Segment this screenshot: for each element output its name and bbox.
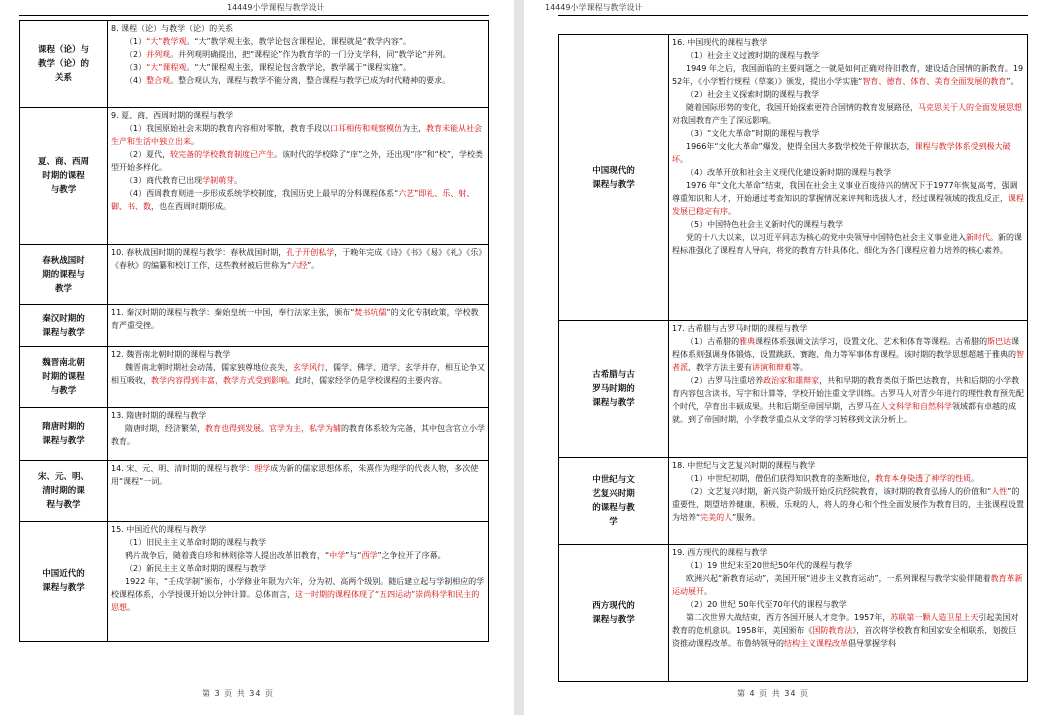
highlighted-text: “大”课程观 — [146, 63, 187, 72]
text-segment: 。 — [971, 474, 980, 484]
row-content — [108, 407, 489, 461]
content-line — [111, 174, 485, 187]
topic-label-line: 教学 — [54, 283, 72, 294]
content-line — [672, 179, 1024, 218]
text-segment: 对我国教育产生了深远影响。 — [672, 116, 776, 125]
topic-label-line: 西方现代的 — [592, 601, 635, 612]
table-row — [559, 545, 1028, 682]
text-segment: 。“大”课程观主张，课程论包含教学论，教学属于“课程实施”。 — [186, 63, 411, 72]
highlighted-text: 教育本身染透了神学的性质 — [875, 474, 972, 484]
text-segment: 欧洲兴起“新教育运动”，美国开展“进步主义教育运动”，一系列课程与教学实验伴随着 — [686, 574, 991, 584]
row-content — [669, 321, 1028, 458]
topic-label-line: 教学（论）的 — [37, 59, 89, 70]
topic-label-line: 艺复兴时期 — [592, 489, 635, 500]
topic-label-line: 魏晋南北朝 — [42, 358, 85, 369]
content-line — [672, 598, 1024, 611]
text-segment: （3）商代教育已出现 — [125, 176, 203, 186]
text-segment: 。 — [191, 137, 199, 147]
content-line — [111, 549, 485, 562]
content-line — [111, 22, 485, 35]
topic-label-line: 时期的课程 — [42, 171, 85, 182]
highlighted-text: 整合观 — [146, 76, 171, 85]
row-topic-label — [559, 321, 669, 458]
topic-label-line: 课程与教学 — [592, 179, 635, 190]
content-line — [672, 88, 1024, 101]
row-topic-label — [20, 347, 108, 407]
table-row — [20, 347, 489, 407]
table-row — [20, 108, 489, 245]
topic-label-line: 宋、元、明、 — [37, 472, 89, 482]
content-line — [111, 35, 485, 48]
topic-label-line: 课程与教学 — [42, 583, 85, 594]
topic-label-line: 课程与教学 — [592, 398, 635, 409]
page-footer: 第 4 页 共 34 页 — [737, 689, 809, 698]
highlighted-text: 人文科学和自然科学 — [880, 402, 952, 412]
text-segment: 11. 秦汉时期的课程与教学：秦始皇统一中国，奉行法家主张，颁布“ — [111, 308, 355, 318]
content-line — [672, 140, 1024, 166]
table-row — [20, 21, 489, 108]
content-line — [111, 523, 485, 536]
highlighted-text: 六艺 — [398, 189, 415, 199]
text-segment: 8. 课程（论）与教学（论）的关系 — [111, 24, 234, 33]
text-segment: ”与“ — [345, 550, 362, 560]
row-topic-label — [20, 521, 108, 641]
topic-label-line: 课程与教学 — [592, 615, 635, 626]
highlighted-text: 苏联第一颗人造卫星上天 — [890, 613, 979, 623]
highlighted-text: 智者派 — [672, 350, 1024, 373]
topic-label-line: 时期的课程 — [42, 372, 85, 383]
text-segment: ”。 — [307, 261, 320, 271]
text-segment: 10. 春秋战国时期的课程与教学：春秋战国时期， — [111, 248, 287, 258]
text-segment: 。 — [127, 602, 135, 612]
text-segment: （1）中世纪初期，僧侣们获得知识教育的垄断地位， — [686, 474, 876, 484]
text-segment: （1）19 世纪末至20世纪50年代的课程与教学 — [686, 561, 853, 571]
text-segment: 15. 中国近代的课程与教学 — [111, 524, 207, 534]
text-segment: 14. 宋、元、明、清时期的课程与教学： — [111, 464, 255, 474]
text-segment: 。 — [728, 207, 736, 216]
highlighted-text: 官学为主，私学为辅 — [269, 423, 341, 433]
content-line — [111, 462, 485, 488]
text-segment: （3）“文化大革命”时期的课程与教学 — [686, 129, 820, 138]
text-segment: 。“大”教学观主张，教学论包含课程论，课程就是“教学内容”。 — [186, 37, 411, 46]
text-segment: 。 — [704, 587, 712, 597]
topic-label-line: 学 — [609, 517, 618, 528]
content-line — [111, 409, 485, 422]
table-row — [20, 245, 489, 305]
text-segment: （2）社会主义探索时期的课程与教学 — [686, 90, 820, 99]
topic-label-line: 关系 — [54, 73, 72, 84]
row-topic-label — [559, 35, 669, 321]
text-segment: 为主， — [402, 124, 427, 134]
highlighted-text: 教育也得到发展 — [205, 423, 261, 433]
content-line — [672, 374, 1024, 426]
topic-label-line: 中世纪与文 — [592, 475, 635, 486]
highlighted-text: “大”教学观 — [146, 37, 187, 46]
text-segment: 随着国际形势的变化，我国开始探索更符合国情的教育发展路径， — [686, 103, 918, 112]
highlighted-text: 结构主义课程改革 — [784, 639, 848, 649]
content-line — [672, 166, 1024, 179]
page-header: 14449小学课程与教学设计 — [545, 3, 643, 12]
highlighted-text: 智育、德育、体育、美育全面发展的教育 — [862, 77, 1007, 86]
highlighted-text: 新时代 — [966, 233, 990, 242]
content-line — [672, 472, 1024, 485]
text-segment: （2）夏代， — [125, 150, 171, 160]
highlighted-text: 完美的人 — [700, 513, 733, 523]
content-line — [111, 187, 485, 213]
text-segment: （2）古罗马注重培养 — [686, 376, 764, 386]
content-line — [111, 74, 485, 87]
text-segment: 的教育体系较为完备，其中包含官立小学教育。 — [111, 423, 485, 446]
table-row — [559, 321, 1028, 458]
row-content — [669, 545, 1028, 682]
text-segment: 1949 年之后，我国面临的主要问题之一就是如何正确对待旧教育，建设适合国情的新教育。1952年，《小学暂行规程（草案）》颁发，提出小学实施“ — [672, 64, 1024, 86]
content-line — [672, 559, 1024, 572]
header-rule — [558, 15, 1028, 16]
highlighted-text: 六经 — [291, 261, 308, 271]
topic-label-line: 课程（论）与 — [37, 45, 89, 56]
text-segment: 13. 隋唐时期的课程与教学 — [111, 410, 207, 420]
text-segment: 倡导掌握学科 — [848, 639, 896, 649]
topic-label-line: 春秋战国时 — [42, 255, 85, 266]
highlighted-text: 玄学风行 — [293, 363, 325, 373]
highlighted-text: 人性 — [991, 487, 1008, 497]
topic-label-line: 古希腊与古 — [592, 370, 635, 381]
row-content — [108, 461, 489, 521]
topic-label-line: 中国近代的 — [42, 569, 85, 580]
text-segment: 等。 — [792, 363, 808, 373]
text-segment: （4）西周教育则进一步形成系统学校制度，我国历史上最早的分科课程体系“ — [125, 189, 399, 199]
text-segment: 。 — [261, 423, 269, 433]
text-segment: （4）改革开放和社会主义现代化建设新时期的课程与教学 — [686, 168, 892, 177]
highlighted-text: 课程发展已稳定有序 — [672, 194, 1024, 216]
content-line — [672, 231, 1024, 257]
text-segment: 1966年“文化大革命”爆发，使得全国大多数学校处于停课状态， — [686, 142, 915, 151]
document-page-4 — [524, 0, 1040, 715]
row-topic-label — [20, 305, 108, 347]
row-topic-label — [20, 108, 108, 245]
table-row — [20, 461, 489, 521]
text-segment: 1922 年，“壬戌学制”颁布，小学修业年限为六年，分为初、高两个级别。随后建立起与学制相应的学校课程体系，小学授课开始以分钟计算。总体而言， — [111, 576, 485, 599]
content-line — [672, 611, 1024, 650]
row-content — [669, 35, 1028, 321]
header-rule — [19, 15, 489, 16]
content-line — [111, 306, 485, 332]
text-segment: ”。 — [1006, 77, 1019, 86]
table-row — [20, 407, 489, 461]
text-segment: （1）社会主义过渡时期的课程与教学 — [686, 51, 820, 60]
content-line — [111, 61, 485, 74]
text-segment: （2）20 世纪 50年代至70年代的课程与教学 — [686, 600, 847, 610]
text-segment: 成为新的儒家思想体系，朱熹作为理学的代表人物，多次使用“课程”一词。 — [111, 464, 479, 487]
text-segment: （2）文艺复兴时期，新兴资产阶级开始反抗经院教育，该时期的教育弘扬人的价值和“ — [686, 487, 992, 497]
text-segment: （1）古希腊的 — [686, 337, 740, 347]
topic-label-line: 清时期的课 — [42, 486, 85, 496]
text-segment: 课程体系强调文法学习，设置文化、艺术和体育等课程。古希腊的 — [755, 337, 988, 347]
table-row — [20, 305, 489, 347]
text-segment: （5）中国特色社会主义新时代的课程与教学 — [686, 220, 844, 229]
text-segment: 1976 年“文化大革命”结束，我国在社会主义事业百废待兴的情况下于1977年恢复高考，强调尊重知识和人才，开始通过考查知识的掌握情况来评判和选拔人才，经过课程领域的拨乱反正， — [672, 181, 1018, 203]
row-content — [108, 347, 489, 407]
row-topic-label — [20, 245, 108, 305]
topic-label-line: 与教学 — [50, 185, 77, 196]
content-table — [558, 34, 1028, 682]
content-line — [111, 536, 485, 549]
text-segment: ，也在西周时期形成。 — [151, 202, 231, 212]
highlighted-text: 雅典 — [739, 337, 756, 347]
content-line — [111, 575, 485, 614]
table-row — [20, 521, 489, 641]
topic-label-line: 秦汉时期的 — [42, 313, 85, 324]
row-content — [108, 108, 489, 245]
highlighted-text: 即礼、乐、射、御、书、数 — [111, 189, 475, 212]
text-segment: 。该时代的学校除了“庠”之外，还出现“序”和“校”，学校类型开始多样化。 — [111, 150, 483, 173]
text-segment: ”之争拉开了序幕。 — [377, 550, 446, 560]
highlighted-text: 课程与教学体系受到极大破坏 — [672, 142, 1011, 164]
content-line — [111, 562, 485, 575]
topic-label-line: 期的课程与 — [42, 269, 85, 280]
text-segment: 党的十八大以来，以习近平同志为核心的党中央领导中国特色社会主义事业进入 — [686, 233, 966, 242]
text-segment: 。 — [680, 155, 688, 164]
text-segment: （1） — [125, 37, 147, 46]
content-line — [672, 485, 1024, 524]
highlighted-text: 国防教育法 — [812, 626, 853, 636]
content-line — [672, 49, 1024, 62]
content-line — [111, 122, 485, 148]
highlighted-text: 斯巴达 — [987, 337, 1012, 347]
content-line — [672, 335, 1024, 374]
text-segment: （1）旧民主主义革命时期的课程与教学 — [125, 537, 267, 547]
highlighted-text: 学制萌芽 — [202, 176, 235, 186]
text-segment: 领域都有卓越的成就。到了帝国时期，小学教学重点从文学的学习转移到文法分析上。 — [672, 402, 1016, 425]
topic-label-line: 中国现代的 — [592, 165, 635, 176]
content-line — [672, 572, 1024, 598]
content-line — [672, 546, 1024, 559]
content-line — [111, 148, 485, 174]
text-segment: （4） — [125, 76, 147, 85]
highlighted-text: 政治家和雄辩家 — [763, 376, 820, 386]
text-segment: （1）我国原始社会末期的教育内容相对零散，教育手段以 — [125, 124, 331, 134]
row-content — [108, 305, 489, 347]
topic-label-line: 夏、商、西周 — [37, 157, 89, 168]
text-segment: 引起美国对教育的危机意识。1958年，美国颁布《 — [672, 613, 1019, 636]
text-segment: ”的文化专制政策，学校教育严重受挫。 — [111, 308, 479, 331]
page-header: 14449小学课程与教学设计 — [227, 3, 325, 12]
highlighted-text: 理学 — [254, 464, 271, 474]
content-line — [672, 322, 1024, 335]
highlighted-text: 孔子开创私学 — [286, 248, 335, 258]
highlighted-text: 这一时期的课程体现了“五四运动”崇尚科学和民主的思想 — [111, 589, 480, 612]
text-segment: 。整合观认为，课程与教学不能分离，整合课程与教学已成为时代精神的要求。 — [170, 76, 451, 85]
highlighted-text: 马克思关于人的全面发展思想 — [918, 103, 1022, 112]
row-content — [669, 458, 1028, 545]
content-line — [111, 246, 485, 272]
page-footer: 第 3 页 共 34 页 — [202, 689, 274, 698]
text-segment: ，教学方法主要有 — [688, 363, 752, 373]
highlighted-text: 讲演和辩难 — [752, 363, 792, 373]
text-segment: 鸦片战争后，随着龚自珍和林则徐等人提出改革旧教育，“ — [125, 550, 330, 560]
text-segment: 》，首次将学校教育和国家安全相联系，划拨巨资推动课程改革。布鲁纳领导的 — [672, 626, 1017, 649]
text-segment: 隋唐时期，经济繁荣， — [125, 423, 205, 433]
highlighted-text: 并列观 — [146, 50, 171, 59]
highlighted-text: 较完备的学校教育制度已产生 — [170, 150, 275, 160]
page-gap — [514, 0, 524, 715]
text-segment: ，共和早期的教育类似于斯巴达教育，共和后期的小学教育内容包含读书、写字和计算等，学校开始注重文学训练。古罗马人对青少年进行的理性教育预先配个时代，孕育出丰硕成果。共和后期至帝国早期，古罗马在 — [672, 376, 1024, 412]
text-segment: 。 — [234, 176, 243, 186]
text-segment: 第二次世界大战结束，西方各国开展人才竞争。1957年， — [686, 613, 891, 623]
content-line — [672, 36, 1024, 49]
table-row — [559, 35, 1028, 321]
text-segment: 17. 古希腊与古罗马时期的课程与教学 — [672, 324, 808, 334]
text-segment: 19. 西方现代的课程与教学 — [672, 548, 768, 558]
content-line — [672, 218, 1024, 231]
text-segment: ” — [414, 189, 419, 199]
row-topic-label — [559, 545, 669, 682]
highlighted-text: 焚书坑儒 — [354, 308, 387, 318]
row-content — [108, 245, 489, 305]
highlighted-text: 教学内容得到丰富，教学方式受到影响 — [151, 376, 287, 386]
row-topic-label — [20, 21, 108, 108]
document-page-3 — [0, 0, 514, 715]
content-line — [672, 459, 1024, 472]
text-segment: 9. 夏、商、西周时期的课程与教学 — [111, 111, 234, 121]
topic-label-line: 程与教学 — [46, 500, 81, 510]
text-segment: （2）新民主主义革命时期的课程与教学 — [125, 563, 267, 573]
content-line — [111, 361, 485, 387]
content-line — [111, 422, 485, 448]
topic-label-line: 的课程与教 — [592, 503, 635, 514]
text-segment: 。并列观明确提出，把“课程论”作为教育学的一门分支学科，同“教学论”并列。 — [170, 50, 451, 59]
text-segment: 。此时，儒家经学仍是学校课程的主要内容。 — [287, 376, 447, 386]
content-line — [672, 62, 1024, 88]
content-line — [672, 127, 1024, 140]
topic-label-line: 隋唐时期的 — [42, 422, 85, 433]
text-segment: ，于晚年完成《诗》《书》《易》《礼》《乐》《春秋》的编纂和校订工作，这些教材被后世称为“ — [111, 248, 483, 271]
row-content — [108, 21, 489, 108]
highlighted-text: 教育未能从社会生产和生活中独立出来 — [111, 124, 483, 147]
topic-label-line: 与教学 — [50, 386, 77, 397]
text-segment: 18. 中世纪与文艺复兴时期的课程与教学 — [672, 461, 816, 471]
text-segment: ”的重要性，期望培养健康、积极、乐观的人，将人的身心和个性全面发展作为教育目的，主张课程设置为培养“ — [672, 487, 1024, 523]
topic-label-line: 课程与教学 — [42, 436, 85, 447]
table-row — [559, 458, 1028, 545]
text-segment: ，儒学、佛学、道学、玄学并存，相互论争又相互吸收， — [111, 363, 485, 386]
highlighted-text: 西学 — [361, 550, 378, 560]
text-segment: ”服务。 — [732, 513, 761, 523]
text-segment: （2） — [125, 50, 147, 59]
text-segment: 课程体系则强调身体锻炼，设置跳跃、赛跑、角力等军事体育课程。该时期的教学思想超越于雅典的 — [672, 337, 1020, 360]
content-line — [672, 101, 1024, 127]
text-segment: 12. 魏晋南北朝时期的课程与教学 — [111, 350, 231, 360]
highlighted-text: 教育革新运动展开 — [672, 574, 1023, 597]
text-segment: （3） — [125, 63, 147, 72]
content-table — [19, 20, 489, 642]
highlighted-text: 口耳相传和观察模仿 — [330, 124, 403, 134]
content-line — [111, 48, 485, 61]
text-segment: 魏晋南北朝时期社会动荡，儒家独尊地位丧失， — [125, 363, 293, 373]
topic-label-line: 课程与教学 — [42, 327, 85, 338]
row-content — [108, 521, 489, 641]
text-segment: 16. 中国现代的课程与教学 — [672, 38, 768, 47]
highlighted-text: 中学 — [329, 550, 346, 560]
row-topic-label — [20, 407, 108, 461]
topic-label-line: 罗马时期的 — [592, 384, 635, 395]
text-segment: 。新的课程标准强化了课程育人导向，将党的教育方针具体化、细化为各门课程应着力培养的核心素养。 — [672, 233, 1022, 255]
content-line — [111, 109, 485, 122]
row-topic-label — [20, 461, 108, 521]
row-topic-label — [559, 458, 669, 545]
content-line — [111, 348, 485, 361]
